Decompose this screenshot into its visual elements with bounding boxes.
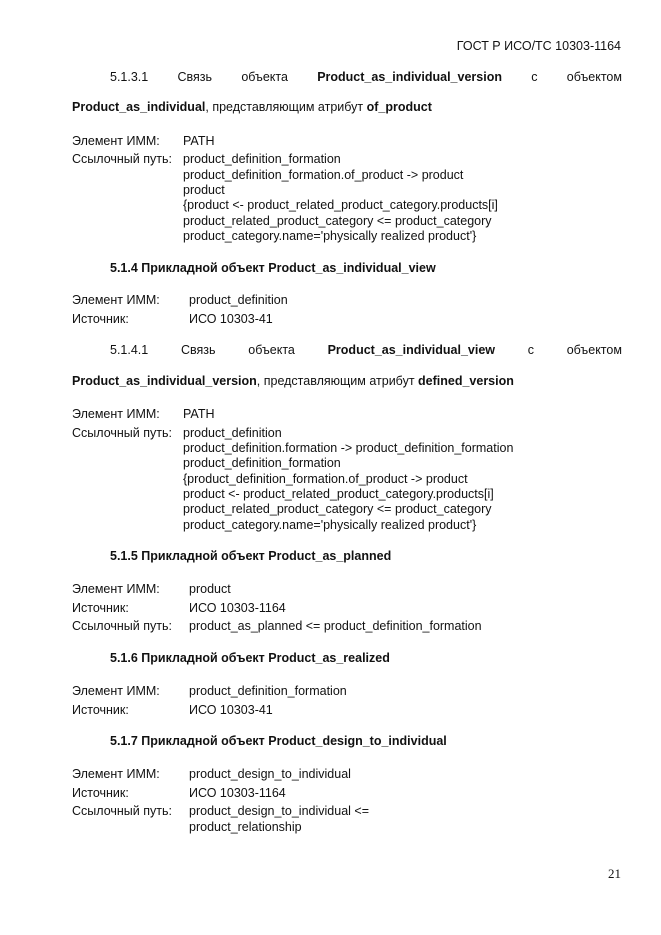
ref-path-line: product_definition_formation.of_product -> product — [183, 168, 464, 182]
ref-path-line: product_category.name='physically realized product'} — [183, 518, 477, 532]
source-value: ИСО 10303-41 — [189, 312, 273, 326]
imm-value: product_definition — [189, 293, 288, 307]
imm-value: PATH — [183, 407, 215, 421]
ref-path-line: product_related_product_category <= product_category — [183, 214, 492, 228]
imm-label: Элемент ИММ: — [72, 407, 160, 421]
clause-word: Связь — [180, 343, 216, 357]
clause-word: с — [527, 343, 534, 357]
clause-attribute: of_product — [366, 100, 432, 114]
imm-label: Элемент ИММ: — [72, 134, 160, 148]
source-label: Источник: — [72, 312, 129, 326]
imm-label: Элемент ИММ: — [72, 684, 160, 698]
imm-label: Элемент ИММ: — [72, 293, 160, 307]
source-label: Источник: — [72, 703, 129, 717]
imm-value: PATH — [183, 134, 215, 148]
clause-number: 5.1.4.1 — [110, 343, 149, 357]
source-label: Источник: — [72, 786, 129, 800]
clause-entity: Product_as_individual_version — [317, 70, 502, 84]
ref-path-line: product_definition — [183, 426, 282, 440]
clause-word: объекта — [241, 70, 288, 84]
imm-value: product — [189, 582, 231, 596]
clause-5-1-3-1-line1 — [72, 70, 622, 85]
ref-path-label: Ссылочный путь: — [72, 426, 172, 440]
section-heading: 5.1.4 Прикладной объект Product_as_individual_view — [110, 261, 436, 275]
ref-path-line: product_definition.formation -> product_definition_formation — [183, 441, 514, 455]
clause-word: объектом — [566, 70, 622, 84]
clause-target-entity: Product_as_individual — [72, 100, 206, 114]
ref-path-line: product — [183, 183, 225, 197]
imm-label: Элемент ИММ: — [72, 767, 160, 781]
clause-word: объектом — [566, 343, 622, 357]
section-heading: 5.1.6 Прикладной объект Product_as_realized — [110, 651, 390, 665]
section-heading: 5.1.7 Прикладной объект Product_design_to_individual — [110, 734, 447, 748]
ref-path-label: Ссылочный путь: — [72, 619, 172, 633]
imm-label: Элемент ИММ: — [72, 582, 160, 596]
source-value: ИСО 10303-1164 — [189, 601, 286, 615]
ref-path-line: product_definition_formation — [183, 152, 341, 166]
ref-path-line: product_relationship — [189, 820, 302, 834]
source-value: ИСО 10303-1164 — [189, 786, 286, 800]
ref-path-line: product_definition_formation — [183, 456, 341, 470]
ref-path-line: product_category.name='physically realized product'} — [183, 229, 477, 243]
clause-word: с — [531, 70, 538, 84]
ref-path-line: product_as_planned <= product_definition_formation — [189, 619, 482, 633]
ref-path-line: product_related_product_category <= product_category — [183, 502, 492, 516]
imm-value: product_design_to_individual — [189, 767, 351, 781]
clause-target-entity: Product_as_individual_version — [72, 374, 257, 388]
ref-path-line: product_design_to_individual <= — [189, 804, 369, 818]
clause-text: , представляющим атрибут — [256, 374, 419, 388]
ref-path-label: Ссылочный путь: — [72, 804, 172, 818]
page-number: 21 — [608, 866, 621, 881]
source-label: Источник: — [72, 601, 129, 615]
clause-text: , представляющим атрибут — [205, 100, 367, 114]
clause-entity: Product_as_individual_view — [327, 343, 496, 357]
imm-value: product_definition_formation — [189, 684, 347, 698]
clause-5-1-3-1-line2 — [72, 100, 432, 115]
page-header: ГОСТ Р ИСО/ТС 10303-1164 — [456, 39, 621, 53]
clause-attribute: defined_version — [418, 374, 514, 388]
clause-5-1-4-1-line1 — [72, 343, 622, 358]
section-heading: 5.1.5 Прикладной объект Product_as_planned — [110, 549, 392, 563]
clause-word: объекта — [248, 343, 295, 357]
clause-5-1-4-1-line2 — [72, 374, 514, 389]
ref-path-line: {product <- product_related_product_category.products[i] — [183, 198, 498, 212]
ref-path-line: product <- product_related_product_category.products[i] — [183, 487, 494, 501]
ref-path-line: {product_definition_formation.of_product -> product — [183, 472, 468, 486]
clause-word: Связь — [177, 70, 213, 84]
clause-number: 5.1.3.1 — [110, 70, 149, 84]
ref-path-label: Ссылочный путь: — [72, 152, 172, 166]
source-value: ИСО 10303-41 — [189, 703, 273, 717]
